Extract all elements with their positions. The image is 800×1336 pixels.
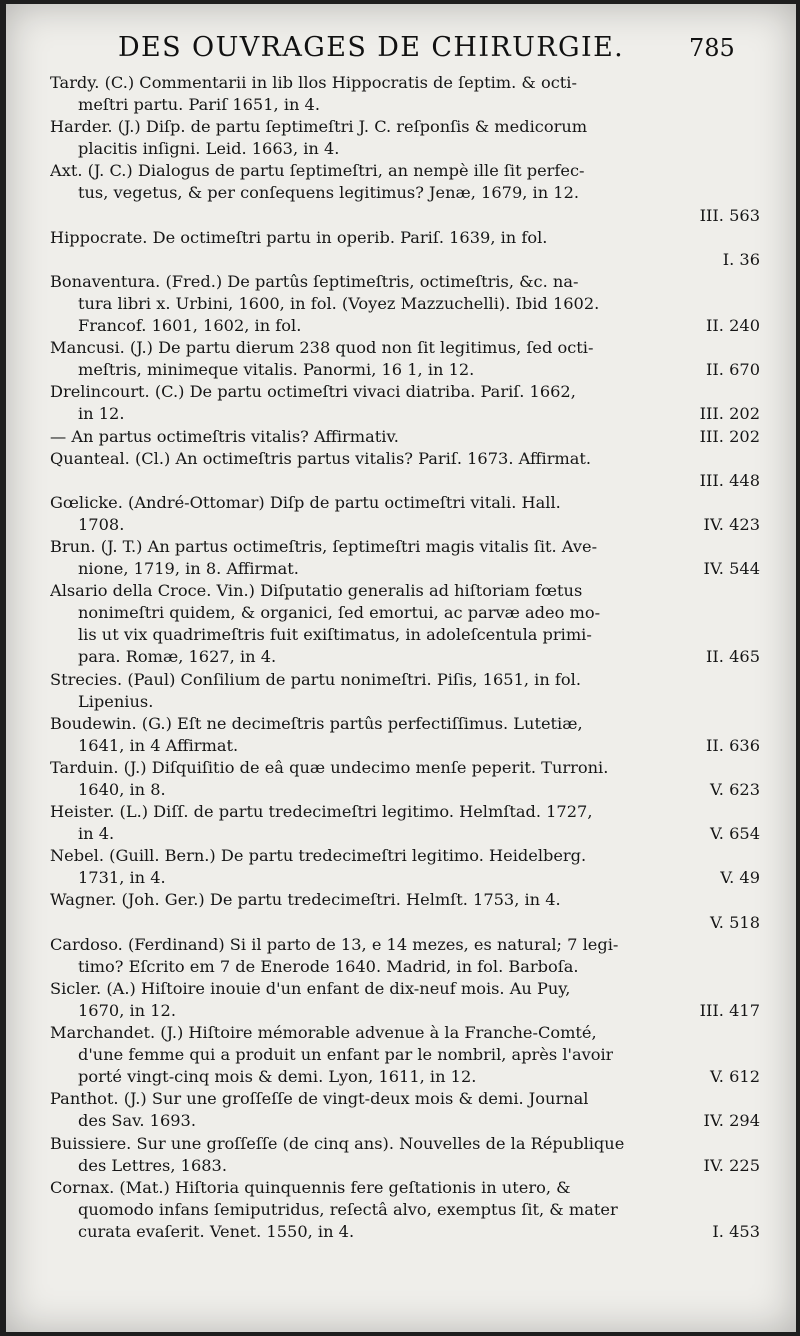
text-line [6,94,796,116]
volume-page-reference: II. 240 [706,316,760,336]
line-text: placitis inſigni. Leid. 1663, in 4. [78,139,340,159]
line-text: Boudewin. (G.) Eſt ne decimeſtris partûs perfectiſſimus. Lutetiæ, [50,713,583,733]
text-line [6,470,796,492]
text-line [6,1000,796,1022]
line-text: meſtri partu. Pariſ 1651, in 4. [78,95,321,115]
text-line [6,1022,796,1044]
volume-page-reference: V. 654 [709,824,760,844]
line-text: 1640, in 8. [78,780,166,799]
text-line [6,426,796,448]
text-line [6,691,796,713]
text-line [6,116,796,138]
text-line [6,934,796,956]
line-text: des Lettres, 1683. [78,1155,227,1175]
text-line [6,867,796,889]
line-text: Cornax. (Mat.) Hiſtoria quinquennis fere geſtationis in utero, & [50,1177,571,1197]
line-text: Tardy. (C.) Commentarii in lib llos Hippocratis de ſeptim. & octi- [50,73,577,92]
book-page [6,4,796,1332]
text-line [6,1066,796,1088]
text-line [6,514,796,536]
text-line [6,72,796,94]
text-line [6,602,796,624]
text-line [6,1133,796,1155]
text-line [6,249,796,271]
volume-page-reference: III. 202 [699,426,760,446]
volume-page-reference: V. 518 [709,912,760,932]
text-line [6,558,796,580]
line-text: 1708. [78,514,125,534]
text-line [6,1110,796,1132]
line-text: Brun. (J. T.) An partus octimeſtris, ſeptimeſtri magis vitalis ſit. Ave- [50,536,598,556]
line-text: meſtris, minimeque vitalis. Panormi, 16 1, in 12. [78,360,475,380]
volume-page-reference: III. 448 [699,470,760,490]
line-text: in 4. [78,824,115,844]
line-text: tura libri x. Urbini, 1600, in fol. (Voyez Mazzuchelli). Ibid 1602. [78,293,600,313]
line-text: Hippocrate. De octimeſtri partu in operib. Pariſ. 1639, in fol. [50,227,548,247]
text-line [6,293,796,315]
text-line [6,801,796,823]
text-line [6,779,796,801]
text-line [6,1088,796,1110]
text-line [6,271,796,293]
text-line [6,646,796,668]
text-line [6,337,796,359]
line-text: in 12. [78,404,125,424]
text-line [6,381,796,403]
page-number: 785 [689,34,735,62]
line-text: — An partus octimeſtris vitalis? Affirmativ. [50,426,399,446]
line-text: lis ut vix quadrimeſtris fuit exiſtimatus, in adoleſcentula primi- [78,625,592,645]
line-text: Wagner. (Joh. Ger.) De partu tredecimeſtri. Helmſt. 1753, in 4. [50,890,561,910]
text-line [6,713,796,735]
line-text: Bonaventura. (Fred.) De partûs ſeptimeſtris, octimeſtris, &c. na- [50,271,579,291]
line-text: Francof. 1601, 1602, in fol. [78,316,302,336]
volume-page-reference: III. 417 [699,1000,760,1020]
line-text: Gœlicke. (André-Ottomar) Diſp de partu octimeſtri vitali. Hall. [50,492,561,512]
line-text: Axt. (J. C.) Dialogus de partu ſeptimeſtri, an nempè ille ſit perfec- [50,161,585,181]
volume-page-reference: I. 453 [712,1221,760,1241]
line-text: Marchandet. (J.) Hiſtoire mémorable advenue à la Franche-Comté, [50,1023,597,1043]
line-text: nonimeſtri quidem, & organici, ſed emortui, ac parvæ adeo mo- [78,603,601,623]
line-text: Tarduin. (J.) Diſquiſitio de eâ quæ undecimo menſe peperit. Turroni. [50,757,609,777]
line-text: Cardoso. (Ferdinand) Si il parto de 13, e 14 mezes, es natural; 7 legi- [50,934,619,954]
line-text: Alsario della Croce. Vin.) Diſputatio generalis ad hiſtoriam fœtus [50,581,583,601]
text-line [6,227,796,249]
text-line [6,912,796,934]
text-line [6,160,796,182]
text-line [6,1044,796,1066]
line-text: 1731, in 4. [78,868,166,888]
line-text: Mancusi. (J.) De partu dierum 238 quod non ſit legitimus, ſed octi- [50,338,594,358]
line-text: 1670, in 12. [78,1000,176,1020]
line-text: 1641, in 4 Affirmat. [78,735,239,755]
line-text: para. Romæ, 1627, in 4. [78,647,277,667]
line-text: des Sav. 1693. [78,1111,196,1131]
text-line [6,1155,796,1177]
text-line [6,1221,796,1243]
line-text: d'une femme qui a produit un enfant par le nombril, après l'avoir [78,1045,614,1065]
line-text: Heister. (L.) Diſſ. de partu tredecimeſtri legitimo. Helmſtad. 1727, [50,802,593,822]
text-line [6,978,796,1000]
text-line [6,757,796,779]
text-line [6,448,796,470]
text-line [6,182,796,204]
line-text: porté vingt-cinq mois & demi. Lyon, 1611, in 12. [78,1067,477,1087]
volume-page-reference: IV. 423 [703,514,760,534]
bibliography-list [6,72,796,1243]
text-line [6,403,796,425]
text-line [6,1177,796,1199]
text-line [6,315,796,337]
volume-page-reference: IV. 294 [703,1111,760,1131]
text-line [6,138,796,160]
text-line [6,492,796,514]
text-line [6,359,796,381]
volume-page-reference: III. 202 [699,404,760,424]
text-line [6,845,796,867]
text-line [6,205,796,227]
line-text: Buissiere. Sur une groſſeſſe (de cinq ans). Nouvelles de la République [50,1133,625,1153]
line-text: nione, 1719, in 8. Affirmat. [78,559,299,579]
line-text: quomodo infans ſemiputridus, reſectâ alvo, exemptus ſit, & mater [78,1199,618,1219]
line-text: Lipenius. [78,691,154,711]
running-header [6,32,796,72]
text-line [6,889,796,911]
line-text: Drelincourt. (C.) De partu octimeſtri vivaci diatriba. Pariſ. 1662, [50,382,576,402]
text-line [6,580,796,602]
line-text: Harder. (J.) Diſp. de partu ſeptimeſtri J. C. reſponſis & medicorum [50,117,588,137]
line-text: Quanteal. (Cl.) An octimeſtris partus vitalis? Pariſ. 1673. Affirmat. [50,448,592,468]
volume-page-reference: IV. 544 [703,559,760,579]
line-text: tus, vegetus, & per conſequens legitimus? Jenæ, 1679, in 12. [78,183,580,203]
volume-page-reference: I. 36 [722,249,760,269]
text-line [6,624,796,646]
line-text: Strecies. (Paul) Conſilium de partu nonimeſtri. Piſis, 1651, in fol. [50,669,581,689]
text-line [6,735,796,757]
text-line [6,536,796,558]
text-line [6,1199,796,1221]
volume-page-reference: II. 636 [706,735,760,755]
volume-page-reference: V. 612 [709,1067,760,1087]
line-text: Panthot. (J.) Sur une groſſeſſe de vingt-deux mois & demi. Journal [50,1089,589,1109]
text-line [6,956,796,978]
volume-page-reference: V. 623 [709,780,760,799]
line-text: Sicler. (A.) Hiſtoire inouie d'un enfant de dix-neuf mois. Au Puy, [50,978,571,998]
volume-page-reference: IV. 225 [703,1155,760,1175]
line-text: Nebel. (Guill. Bern.) De partu tredecimeſtri legitimo. Heidelberg. [50,846,587,866]
line-text: curata evaſerit. Venet. 1550, in 4. [78,1221,355,1241]
volume-page-reference: II. 465 [706,647,760,667]
text-line [6,669,796,691]
volume-page-reference: II. 670 [706,360,760,380]
line-text: timo? Eſcrito em 7 de Enerode 1640. Madrid, in fol. Barboſa. [78,956,579,976]
volume-page-reference: III. 563 [699,205,760,225]
text-line [6,823,796,845]
page-title: DES OUVRAGES DE CHIRURGIE. [118,32,625,63]
volume-page-reference: V. 49 [720,868,760,888]
